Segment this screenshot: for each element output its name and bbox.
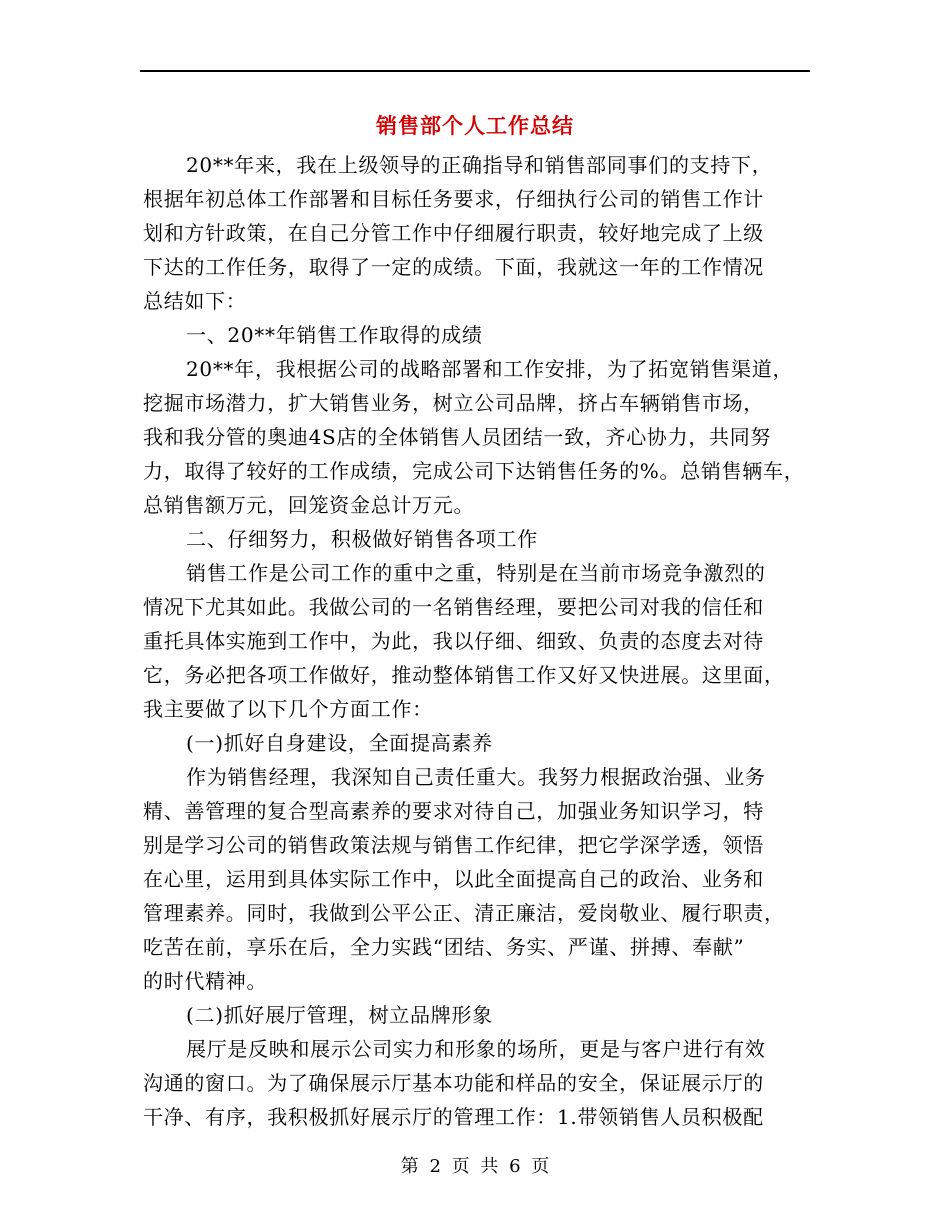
paragraph-line: 的时代精神。 xyxy=(143,969,268,993)
paragraph-line: 别是学习公司的销售政策法规与销售工作纪律，把它学深学透，领悟 xyxy=(143,833,764,857)
paragraph-line: 下达的工作任务，取得了一定的成绩。下面，我就这一年的工作情况 xyxy=(143,255,764,279)
paragraph-line: 干净、有序，我积极抓好展示厅的管理工作：1.带领销售人员积极配 xyxy=(143,1105,764,1129)
paragraph-line: 在心里，运用到具体实际工作中，以此全面提高自己的政治、业务和 xyxy=(143,867,764,891)
paragraph-line: 20**年，我根据公司的战略部署和工作安排，为了拓宽销售渠道， xyxy=(186,357,794,381)
document-body xyxy=(143,148,810,1134)
paragraph-line: 总销售额万元，回笼资金总计万元。 xyxy=(143,493,475,517)
paragraph-line: 展厅是反映和展示公司实力和形象的场所，更是与客户进行有效 xyxy=(186,1037,766,1061)
document-title: 销售部个人工作总结 xyxy=(376,114,574,138)
header-rule xyxy=(140,70,810,72)
subsection-heading: (一)抓好自身建设，全面提高素养 xyxy=(186,731,493,755)
paragraph-line: 精、善管理的复合型高素养的要求对待自己，加强业务知识学习，特 xyxy=(143,799,764,823)
paragraph-line: 力，取得了较好的工作成绩，完成公司下达销售任务的%。总销售辆车， xyxy=(143,459,805,483)
paragraph-line: 20**年来，我在上级领导的正确指导和销售部同事们的支持下， xyxy=(186,153,773,177)
paragraph-line: 作为销售经理，我深知自己责任重大。我努力根据政治强、业务 xyxy=(186,765,766,789)
paragraph-line: 它，务必把各项工作做好，推动整体销售工作又好又快进展。这里面， xyxy=(143,663,785,687)
paragraph-line: 总结如下： xyxy=(143,289,247,313)
section-heading: 二、仔细努力，积极做好销售各项工作 xyxy=(186,527,538,551)
paragraph-line: 销售工作是公司工作的重中之重，特别是在当前市场竞争激烈的 xyxy=(186,561,766,585)
paragraph-line: 划和方针政策，在自己分管工作中仔细履行职责，较好地完成了上级 xyxy=(143,221,764,245)
paragraph-line: 情况下尤其如此。我做公司的一名销售经理，要把公司对我的信任和 xyxy=(143,595,764,619)
paragraph-line: 挖掘市场潜力，扩大销售业务，树立公司品牌，挤占车辆销售市场， xyxy=(143,391,764,415)
subsection-heading: (二)抓好展厅管理，树立品牌形象 xyxy=(186,1003,493,1027)
paragraph-line: 根据年初总体工作部署和目标任务要求，仔细执行公司的销售工作计 xyxy=(143,187,764,211)
paragraph-line: 吃苦在前，享乐在后，全力实践“团结、务实、严谨、拼搏、奉献” xyxy=(143,935,745,959)
paragraph-line: 我和我分管的奥迪4S店的全体销售人员团结一致，齐心协力，共同努 xyxy=(143,425,772,449)
section-heading: 一、20**年销售工作取得的成绩 xyxy=(186,323,483,347)
paragraph-line: 重托具体实施到工作中，为此，我以仔细、细致、负责的态度去对待 xyxy=(143,629,764,653)
page-footer: 第 2 页 共 6 页 xyxy=(400,1156,550,1177)
paragraph-line: 沟通的窗口。为了确保展示厅基本功能和样品的安全，保证展示厅的 xyxy=(143,1071,764,1095)
paragraph-line: 我主要做了以下几个方面工作： xyxy=(143,697,433,721)
paragraph-line: 管理素养。同时，我做到公平公正、清正廉洁，爱岗敬业、履行职责， xyxy=(143,901,785,925)
